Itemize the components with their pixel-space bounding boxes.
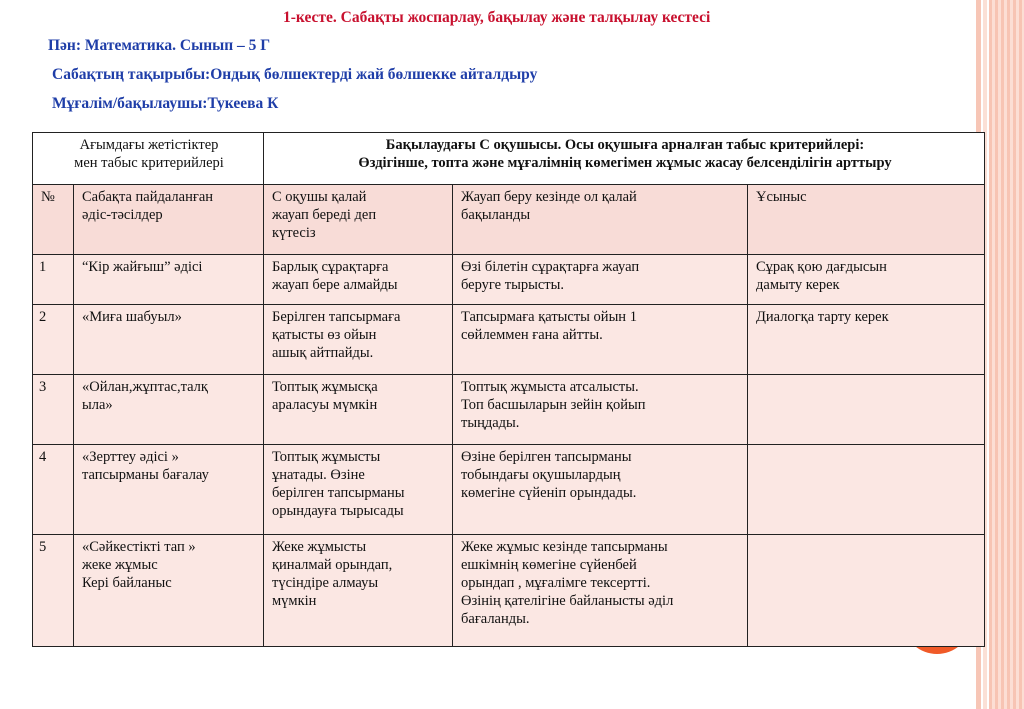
cell-text-line: «Сәйкестікті тап » <box>82 539 196 555</box>
method-cell <box>74 535 264 647</box>
observed-response-cell <box>453 375 748 445</box>
column-header-line: Жауап беру кезінде ол қалай <box>461 189 637 205</box>
row-number: 4 <box>33 445 74 535</box>
cell-text-line: Берілген тапсырмаға <box>272 309 401 325</box>
cell-text-line: Диалогқа тарту керек <box>756 309 889 325</box>
header-text-line: мен табыс критерийлері <box>74 155 224 171</box>
method-cell <box>74 375 264 445</box>
cell-text-line: Топтық жұмыста атсалысты. <box>461 379 639 395</box>
method-cell <box>74 255 264 305</box>
row-number: 2 <box>33 305 74 375</box>
column-header-line: жауап береді деп <box>272 207 377 223</box>
cell-text-line: тапсырманы бағалау <box>82 467 209 483</box>
table-row <box>33 535 985 647</box>
expected-response-cell <box>264 375 453 445</box>
topic-line: Сабақтың тақырыбы:Ондық бөлшектерді жай бөлшекке айталдыру <box>52 66 538 83</box>
column-header-line: бақыланды <box>461 207 531 223</box>
cell-text-line: Сұрақ қою дағдысын <box>756 259 887 275</box>
header-text-line: Өздігінше, топта және мұғалімнің көмегімен жұмыс жасау белсенділігін арттыру <box>358 155 892 171</box>
cell-text-line: Тапсырмаға қатысты ойын 1 <box>461 309 637 325</box>
column-header-line: Ұсыныс <box>756 189 807 205</box>
cell-text-line: Өзінің қателігіне байланысты әділ <box>461 593 674 609</box>
cell-text-line: «Зерттеу әдісі » <box>82 449 179 465</box>
cell-text-line: жауап бере алмайды <box>272 277 398 293</box>
cell-text-line: ешкімнің көмегіне сүйенбей <box>461 557 637 573</box>
cell-text-line: беруге тырысты. <box>461 277 564 293</box>
suggestion-cell <box>748 305 985 375</box>
teacher-line: Мұғалім/бақылаушы:Тукеева К <box>52 95 279 112</box>
cell-text-line: мүмкін <box>272 593 317 609</box>
cell-text-line: орындап , мұғалімге тексертті. <box>461 575 651 591</box>
method-cell <box>74 445 264 535</box>
cell-text-line: Өзіне берілген тапсырманы <box>461 449 632 465</box>
student-c-criteria-header <box>264 133 985 185</box>
cell-text-line: Барлық сұрақтарға <box>272 259 389 275</box>
cell-text-line: араласуы мүмкін <box>272 397 378 413</box>
observed-response-cell <box>453 255 748 305</box>
column-header-observed <box>453 185 748 255</box>
cell-text-line: бағаланды. <box>461 611 530 627</box>
current-achievements-header <box>33 133 264 185</box>
suggestion-cell <box>748 445 985 535</box>
cell-text-line: жеке жұмыс <box>82 557 158 573</box>
expected-response-cell <box>264 305 453 375</box>
cell-text-line: «Миға шабуыл» <box>82 309 182 325</box>
row-number: 3 <box>33 375 74 445</box>
column-header-line: Сабақта пайдаланған <box>82 189 214 205</box>
cell-text-line: Жеке жұмысты <box>272 539 367 555</box>
expected-response-cell <box>264 255 453 305</box>
column-header-number <box>33 185 74 255</box>
cell-text-line: Топтық жұмысты <box>272 449 381 465</box>
subject-line: Пән: Математика. Сынып – 5 Г <box>48 37 271 54</box>
cell-text-line: орындауға тырысады <box>272 503 404 519</box>
suggestion-cell <box>748 375 985 445</box>
observation-table <box>32 132 985 647</box>
column-header-line: әдіс-тәсілдер <box>82 207 163 223</box>
observed-response-cell <box>453 445 748 535</box>
row-number: 1 <box>33 255 74 305</box>
cell-text-line: сөйлеммен ғана айтты. <box>461 327 603 343</box>
column-header-method <box>74 185 264 255</box>
cell-text-line: көмегіне сүйеніп орындады. <box>461 485 637 501</box>
cell-text-line: ашық айтпайды. <box>272 345 374 361</box>
observed-response-cell <box>453 535 748 647</box>
cell-text-line: ұнатады. Өзіне <box>272 467 365 483</box>
column-header-line: № <box>41 189 55 205</box>
cell-text-line: тыңдады. <box>461 415 520 431</box>
suggestion-cell <box>748 255 985 305</box>
suggestion-cell <box>748 535 985 647</box>
cell-text-line: Топ басшыларын зейін қойып <box>461 397 646 413</box>
cell-text-line: ыла» <box>82 397 113 413</box>
table-row <box>33 375 985 445</box>
expected-response-cell <box>264 445 453 535</box>
column-header-expected <box>264 185 453 255</box>
cell-text-line: тобындағы оқушылардың <box>461 467 621 483</box>
cell-text-line: берілген тапсырманы <box>272 485 405 501</box>
header-text-line: Бақылаудағы С оқушысы. Осы оқушыға арналған табыс критерийлері: <box>385 137 865 153</box>
cell-text-line: қатысты өз ойын <box>272 327 377 343</box>
table-row <box>33 305 985 375</box>
header-text-line: Ағымдағы жетістіктер <box>79 137 219 153</box>
cell-text-line: Топтық жұмысқа <box>272 379 378 395</box>
cell-text-line: дамыту керек <box>756 277 840 293</box>
column-header-line: күтесіз <box>272 225 316 241</box>
expected-response-cell <box>264 535 453 647</box>
observed-response-cell <box>453 305 748 375</box>
cell-text-line: “Кір жайғыш” әдісі <box>82 259 203 275</box>
cell-text-line: Жеке жұмыс кезінде тапсырманы <box>461 539 668 555</box>
cell-text-line: Кері байланыс <box>82 575 172 591</box>
method-cell <box>74 305 264 375</box>
row-number: 5 <box>33 535 74 647</box>
cell-text-line: түсіндіре алмауы <box>272 575 379 591</box>
table-row <box>33 255 985 305</box>
table-row <box>33 445 985 535</box>
cell-text-line: Өзі білетін сұрақтарға жауап <box>461 259 640 275</box>
column-header-line: С оқушы қалай <box>272 189 367 205</box>
column-header-suggestion <box>748 185 985 255</box>
cell-text-line: «Ойлан,жұптас,талқ <box>82 379 208 395</box>
table-title: 1-кесте. Сабақты жоспарлау, бақылау және талқылау кестесі <box>283 9 711 26</box>
cell-text-line: қиналмай орындап, <box>272 557 393 573</box>
